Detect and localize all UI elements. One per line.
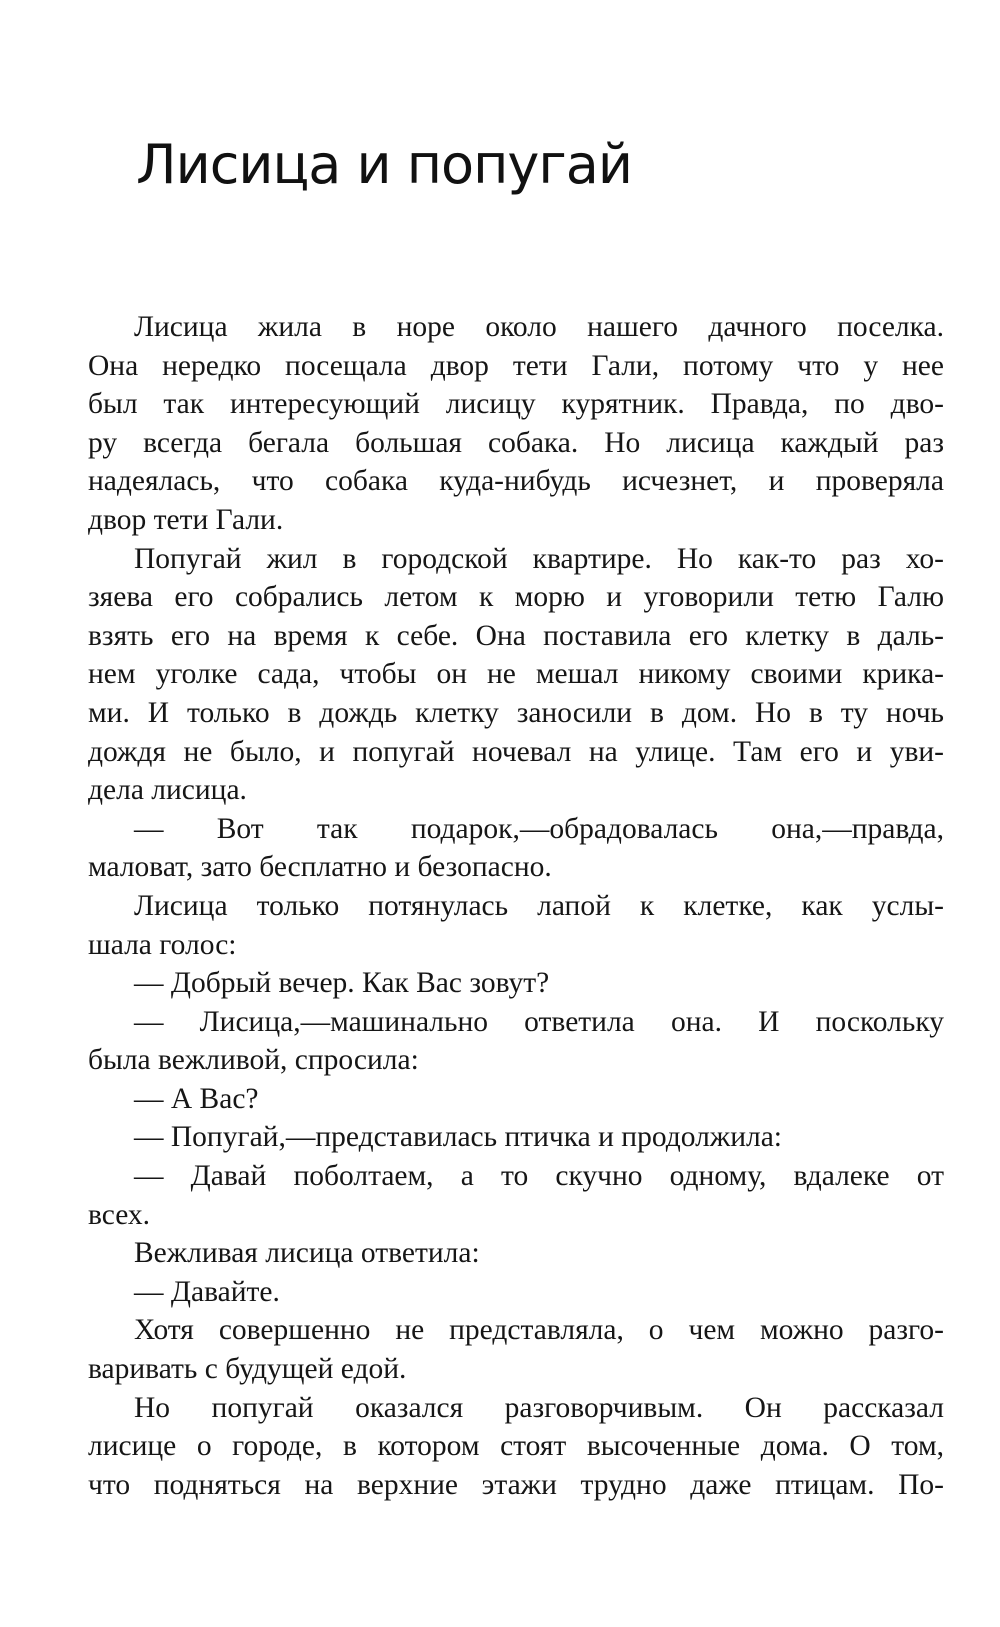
text-line: — Лисица,—машинально ответила она. И поскольку [134,1005,944,1038]
text-line: — Давай поболтаем, а то скучно одному, вдалеке от [134,1160,944,1193]
text-line: дождя не было, и попугай ночевал на улице. Там его и уви- [88,735,944,768]
text-line: зяева его собрались летом к морю и уговорили тетю Галю [88,581,944,614]
text-line: — Попугай,—представилась птичка и продолжила: [134,1121,782,1154]
text-line: маловат, зато бесплатно и безопасно. [88,851,552,884]
text-line: Лисица жила в норе около нашего дачного поселка. [134,311,944,343]
chapter-title: Лисица и попугай [136,133,632,196]
text-line: лисице о городе, в котором стоят высоченные дома. О том, [88,1430,944,1463]
text-line: нем уголке сада, чтобы он не мешал никому своими крика- [88,658,944,691]
text-line: Лисица только потянулась лапой к клетке, как услы- [134,889,944,922]
text-line: — А Вас? [134,1082,259,1115]
text-line: был так интересующий лисицу курятник. Правда, по дво- [88,388,944,421]
text-line: взять его на время к себе. Она поставила его клетку в даль- [88,619,944,652]
text-line: ми. И только в дождь клетку заносили в дом. Но в ту ночь [88,696,944,729]
text-line: что подняться на верхние этажи трудно даже птицам. По- [88,1468,944,1501]
text-line: ру всегда бегала большая собака. Но лисица каждый раз [88,426,944,459]
text-line: Вежливая лисица ответила: [134,1237,480,1270]
text-line: — Добрый вечер. Как Вас зовут? [134,967,550,1000]
text-line: Попугай жил в городской квартире. Но как-то раз хо- [134,542,944,575]
text-line: — Давайте. [134,1275,280,1308]
story-text [88,308,944,1504]
text-line: — Вот так подарок,—обрадовалась она,—правда, [134,812,944,845]
text-line: шала голос: [88,928,237,961]
text-line: Хотя совершенно не представляла, о чем можно разго- [134,1314,944,1347]
text-line: всех. [88,1198,151,1231]
text-line: Она нередко посещала двор тети Гали, потому что у нее [88,349,944,382]
text-line: варивать с будущей едой. [88,1353,407,1386]
text-line: двор тети Гали. [88,503,284,536]
text-line: была вежливой, спросила: [88,1044,419,1077]
text-line: Но попугай оказался разговорчивым. Он рассказал [134,1391,944,1424]
text-line: надеялась, что собака куда-нибудь исчезнет, и проверяла [88,465,944,498]
text-line: дела лисица. [88,774,247,807]
